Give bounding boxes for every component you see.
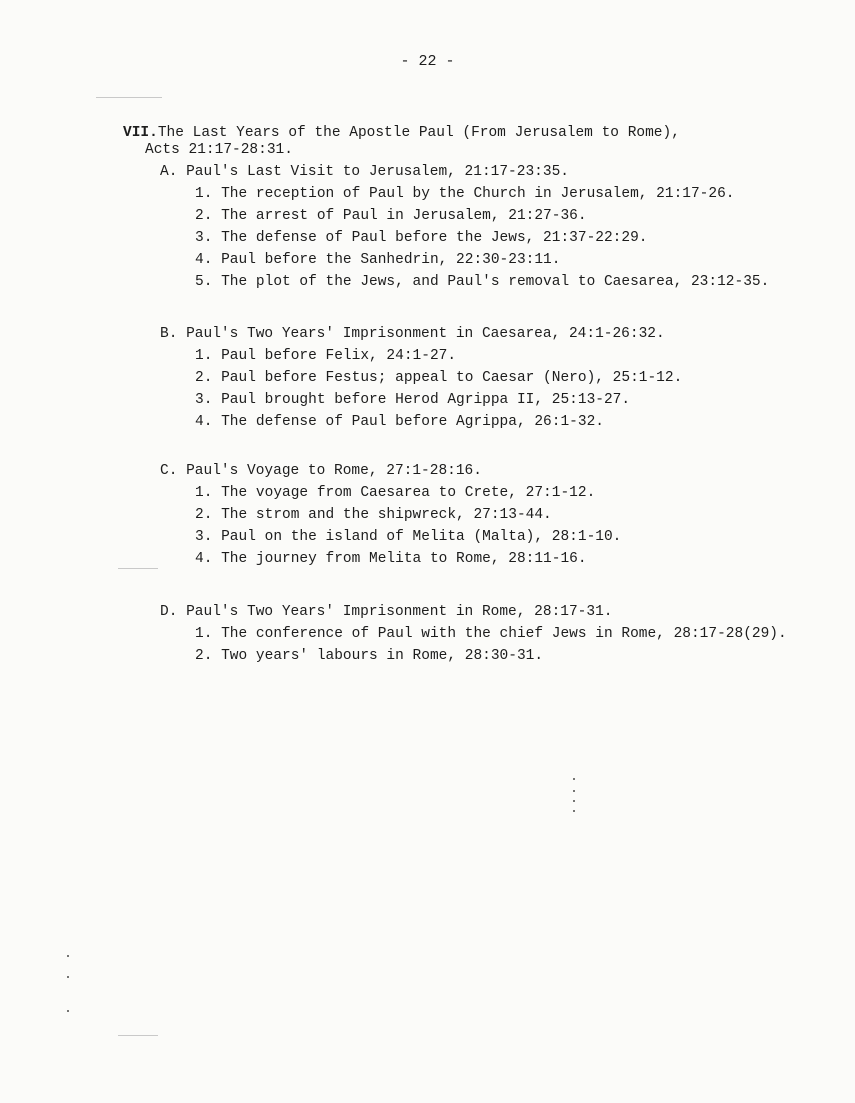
list-item: 2. The strom and the shipwreck, 27:13-44. [195, 507, 552, 523]
scan-speck [573, 810, 575, 812]
list-item: 2. Two years' labours in Rome, 28:30-31. [195, 648, 544, 664]
scan-speck [67, 1010, 69, 1012]
list-item: 4. The journey from Melita to Rome, 28:11-16. [195, 551, 587, 567]
section-label: C. [160, 463, 178, 479]
section-title: Paul's Voyage to Rome, 27:1-28:16. [186, 463, 482, 479]
outline [123, 122, 823, 667]
scan-smudge [96, 97, 162, 98]
section-label: B. [160, 326, 178, 342]
list-item: 4. Paul before the Sanhedrin, 22:30-23:11. [195, 252, 561, 268]
outline-title: The Last Years of the Apostle Paul (From Jerusalem to Rome), [157, 125, 680, 141]
list-item: 1. The voyage from Caesarea to Crete, 27:1-12. [195, 485, 596, 501]
list-item: 3. The defense of Paul before the Jews, 21:37-22:29. [195, 230, 648, 246]
list-item: 1. Paul before Felix, 24:1-27. [195, 348, 457, 364]
section-title: Paul's Two Years' Imprisonment in Rome, 28:17-31. [186, 604, 613, 620]
section-title: Paul's Two Years' Imprisonment in Caesarea, 24:1-26:32. [186, 326, 665, 342]
section-b [123, 323, 823, 433]
roman-numeral: VII. [123, 125, 158, 141]
scan-speck [67, 955, 69, 957]
list-item: 2. Paul before Festus; appeal to Caesar (Nero), 25:1-12. [195, 370, 683, 386]
scan-speck [573, 800, 575, 802]
scan-speck [67, 976, 69, 978]
scan-speck [573, 778, 575, 780]
section-a [123, 161, 823, 293]
section-label: D. [160, 604, 178, 620]
scan-smudge [118, 1035, 158, 1036]
section-heading [123, 460, 823, 482]
scan-speck [573, 790, 575, 792]
list-item: 4. The defense of Paul before Agrippa, 26:1-32. [195, 414, 604, 430]
section-d [123, 601, 823, 667]
outline-reference: Acts 21:17-28:31. [145, 142, 293, 158]
list-item: 1. The reception of Paul by the Church in Jerusalem, 21:17-26. [195, 186, 735, 202]
section-heading [123, 323, 823, 345]
section-heading [123, 161, 823, 183]
section-heading [123, 601, 823, 623]
page-number: - 22 - [400, 53, 455, 70]
section-title: Paul's Last Visit to Jerusalem, 21:17-23:35. [186, 164, 569, 180]
section-c [123, 460, 823, 570]
list-item: 1. The conference of Paul with the chief Jews in Rome, 28:17-28(29). [195, 626, 787, 642]
list-item: 3. Paul on the island of Melita (Malta), 28:1-10. [195, 529, 622, 545]
list-item: 3. Paul brought before Herod Agrippa II, 25:13-27. [195, 392, 631, 408]
list-item: 2. The arrest of Paul in Jerusalem, 21:27-36. [195, 208, 587, 224]
list-item: 5. The plot of the Jews, and Paul's removal to Caesarea, 23:12-35. [195, 274, 770, 290]
section-label: A. [160, 164, 178, 180]
